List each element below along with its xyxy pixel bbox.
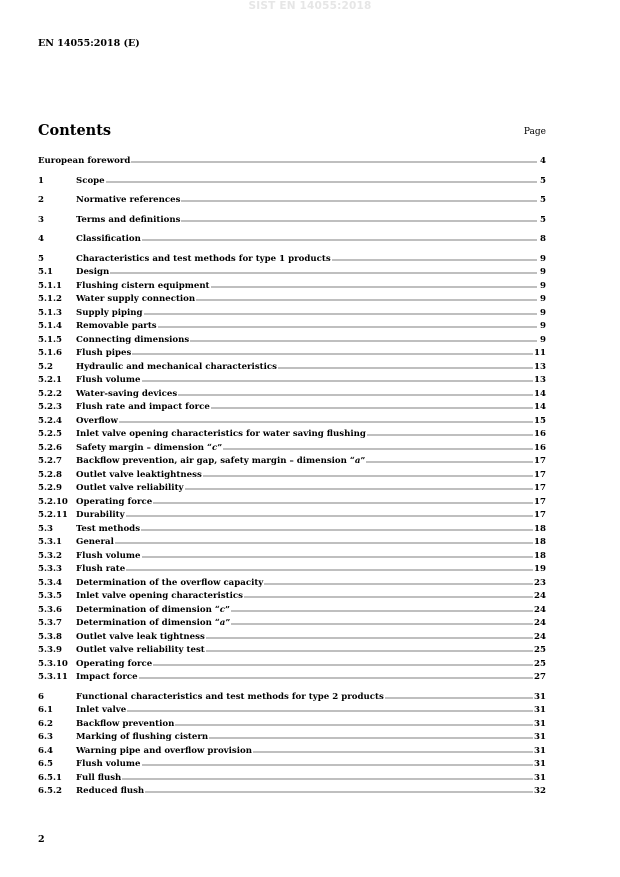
toc-dot-leader: [158, 321, 537, 328]
toc-entry-page: 9: [540, 267, 546, 277]
toc-entry-number: 5.3.1: [38, 537, 62, 547]
toc-dot-leader: [253, 746, 533, 753]
toc-entry[interactable]: [38, 233, 546, 247]
toc-entry-title: [76, 361, 277, 375]
toc-entry-page: 9: [540, 307, 546, 318]
toc-entry-title: [76, 758, 141, 772]
toc-entry[interactable]: [38, 731, 546, 745]
toc-entry-page: 23: [534, 577, 546, 588]
toc-entry-title: [76, 772, 121, 786]
toc-entry-number: 6.1: [38, 705, 53, 715]
toc-entry[interactable]: [38, 590, 546, 604]
toc-entry-title: [76, 496, 152, 510]
toc-entry-title: [76, 523, 140, 537]
toc-entry-number: 2: [38, 195, 44, 205]
toc-entry[interactable]: [38, 772, 546, 786]
toc-entry[interactable]: [38, 361, 546, 375]
toc-entry-number: 5.3.8: [38, 631, 62, 642]
toc-entry-title-text: Classification: [76, 234, 141, 244]
toc-entry-title-text: General: [76, 537, 114, 547]
toc-entry-title: [76, 658, 152, 672]
toc-entry[interactable]: [38, 644, 546, 658]
toc-entry[interactable]: [38, 401, 546, 415]
toc-entry-title: [76, 617, 230, 631]
toc-dot-leader: [142, 234, 537, 241]
toc-dot-leader: [145, 786, 533, 793]
toc-entry-page: 15: [534, 415, 546, 426]
toc-entry-title: [76, 550, 141, 564]
toc-dot-leader: [196, 294, 537, 301]
toc-entry-number: 5.3.11: [38, 672, 68, 682]
toc-entry-page: 27: [534, 672, 546, 682]
toc-dot-leader: [332, 254, 537, 261]
toc-entry-number: 5.2.9: [38, 483, 62, 493]
toc-entry-number: 6.3: [38, 732, 53, 742]
toc-entry-title-text: Full flush: [76, 772, 122, 783]
toc-dot-leader: [122, 773, 533, 780]
toc-entry-page: 31: [534, 732, 546, 742]
toc-entry-page: 9: [540, 294, 546, 304]
toc-entry-title: [76, 401, 210, 415]
toc-entry-title-text: Water-saving devices: [76, 388, 178, 399]
toc-entry-title: [76, 718, 174, 732]
toc-entry[interactable]: [38, 442, 546, 456]
toc-entry-number: 5.1.1: [38, 280, 62, 291]
toc-entry-number: 6.5.1: [38, 772, 62, 783]
toc-entry-title-text: Inlet valve opening characteristics: [76, 591, 243, 601]
document-id: EN 14055:2018 (E): [38, 38, 140, 49]
toc-entry-page: 5: [540, 195, 546, 205]
toc-entry-number: 5.2.3: [38, 402, 62, 412]
toc-entry-number: 5.2.5: [38, 429, 62, 439]
toc-entry[interactable]: [38, 155, 546, 169]
toc-entry-page: 9: [540, 334, 546, 345]
toc-entry-number: 5.2.4: [38, 415, 62, 426]
toc-entry-page: 17: [534, 456, 546, 466]
toc-entry-title-text: Marking of flushing cistern: [76, 732, 209, 742]
toc-entry-number: 5.3.7: [38, 618, 62, 628]
toc-entry-title-text: Normative references: [76, 195, 181, 205]
toc-entry-number: 5.1: [38, 267, 53, 277]
toc-entry-title-text: Durability: [76, 510, 125, 520]
toc-entry-page: 24: [534, 631, 546, 642]
toc-entry-page: 13: [534, 375, 546, 385]
toc-entry-title-text: Backflow prevention, air gap, safety margin – dimension “: [76, 456, 355, 466]
toc-dot-leader: [181, 215, 537, 222]
toc-entry-number: 5.3.10: [38, 658, 68, 669]
toc-entry-title-text: Inlet valve opening characteristics for water saving flushing: [76, 429, 366, 439]
toc-dot-leader: [209, 732, 533, 739]
toc-entry-title-text: Flush pipes: [76, 348, 132, 358]
toc-entry-dimension-symbol: c: [219, 604, 226, 615]
toc-dot-leader: [131, 156, 537, 163]
toc-entry-page: 16: [534, 429, 546, 439]
toc-entry[interactable]: [38, 563, 546, 577]
toc-entry-number: 3: [38, 214, 44, 225]
toc-entry[interactable]: [38, 334, 546, 348]
toc-entry-page: 25: [534, 658, 546, 669]
toc-entry-title: [76, 233, 141, 247]
toc-entry-title-suffix: ”: [217, 442, 223, 453]
toc-dot-leader: [178, 389, 533, 396]
toc-entry-page: 5: [540, 214, 546, 225]
toc-entry[interactable]: [38, 745, 546, 759]
toc-entry-title-text: Hydraulic and mechanical characteristics: [76, 361, 277, 372]
toc-entry-title-text: Safety margin – dimension “: [76, 442, 212, 453]
toc-entry-title-text: Test methods: [76, 523, 141, 534]
toc-entry-title: [76, 482, 184, 496]
toc-entry-number: 5.2.10: [38, 496, 68, 507]
toc-entry[interactable]: [38, 194, 546, 208]
toc-entry-number: 4: [38, 234, 44, 244]
toc-dot-leader: [126, 564, 533, 571]
toc-entry-title: [76, 509, 125, 523]
toc-entry[interactable]: [38, 671, 546, 685]
toc-dot-leader: [153, 497, 533, 504]
toc-entry-title-text: Reduced flush: [76, 786, 145, 796]
toc-dot-leader: [366, 456, 533, 463]
toc-dot-leader: [153, 659, 533, 666]
toc-entry[interactable]: [38, 631, 546, 645]
toc-entry-title-text: Design: [76, 267, 110, 277]
toc-entry-title: [76, 388, 177, 402]
toc-entry-title: [76, 745, 252, 759]
toc-entry-title: [76, 293, 195, 307]
toc-entry-title-text: Determination of dimension “: [76, 618, 220, 628]
toc-entry[interactable]: [38, 785, 546, 799]
toc-entry-title-text: Operating force: [76, 658, 153, 669]
toc-entry-page: 17: [534, 496, 546, 507]
toc-dot-leader: [203, 470, 533, 477]
toc-entry-number: 6.5: [38, 759, 53, 769]
toc-entry-page: 14: [534, 402, 546, 412]
toc-entry-title-text: Outlet valve reliability: [76, 483, 184, 493]
toc-dot-leader: [144, 308, 537, 315]
toc-entry-number: 5.3.6: [38, 604, 62, 615]
toc-entry-title: [76, 671, 138, 685]
toc-dot-leader: [142, 375, 534, 382]
toc-entry-page: 16: [534, 442, 546, 453]
toc-entry-number: 5.3.9: [38, 645, 62, 655]
watermark: SIST EN 14055:2018: [248, 0, 372, 12]
toc-entry-page: 18: [534, 550, 546, 561]
toc-entry-title: [76, 374, 141, 388]
toc-entry[interactable]: [38, 482, 546, 496]
toc-entry[interactable]: [38, 509, 546, 523]
toc-entry-number: 6.2: [38, 718, 53, 729]
toc-dot-leader: [181, 195, 537, 202]
toc-entry-number: 5.2: [38, 361, 53, 372]
toc-entry-title: [76, 631, 205, 645]
toc-entry-page: 18: [534, 523, 546, 534]
toc-entry-title: [76, 334, 189, 348]
toc-entry-number: 5.2.8: [38, 469, 62, 480]
toc-entry-title-text: Inlet valve: [76, 705, 127, 715]
toc-entry-number: 5.2.6: [38, 442, 62, 453]
toc-entry-number: 6: [38, 691, 44, 702]
toc-entry[interactable]: [38, 175, 546, 189]
toc-entry-dimension-symbol: a: [354, 456, 361, 466]
toc-dot-leader: [115, 537, 533, 544]
toc-entry-dimension-symbol: a: [219, 618, 226, 628]
toc-entry-title-text: Terms and definitions: [76, 214, 181, 225]
toc-dot-leader: [127, 705, 533, 712]
toc-entry-title: [76, 415, 118, 429]
toc-entry-title-text: Flushing cistern equipment: [76, 280, 210, 291]
toc-entry-title-text: Flush volume: [76, 759, 141, 769]
toc-entry-number: 5: [38, 253, 44, 264]
toc-dot-leader: [211, 281, 537, 288]
toc-entry-title: [76, 704, 126, 718]
toc-entry[interactable]: [38, 523, 546, 537]
toc-entry-number: 5.3.3: [38, 564, 62, 574]
toc-entry-title: [76, 536, 114, 550]
toc-dot-leader: [206, 632, 533, 639]
toc-entry-page: 31: [534, 759, 546, 769]
toc-entry-number: 5.1.2: [38, 294, 62, 304]
toc-entry-page: 4: [540, 156, 546, 166]
toc-entry-title-text: Water supply connection: [76, 294, 196, 304]
toc-entry-title-text: Flush volume: [76, 550, 141, 561]
toc-entry-page: 11: [534, 348, 546, 358]
toc-entry-title: [76, 731, 208, 745]
toc-dot-leader: [175, 719, 533, 726]
toc-entry-number: 5.3.4: [38, 577, 62, 588]
toc-entry-title: [76, 563, 125, 577]
toc-entry-number: 5.2.7: [38, 456, 62, 466]
toc-entry[interactable]: [38, 658, 546, 672]
toc-entry-title: [76, 194, 180, 208]
toc-entry-number: 5.3.5: [38, 591, 62, 601]
toc-entry[interactable]: [38, 347, 546, 361]
toc-entry-title-text: Functional characteristics and test methods for type 2 products: [76, 691, 384, 702]
toc-entry[interactable]: [38, 718, 546, 732]
toc-entry-title: [76, 469, 202, 483]
toc-entry-title-text: Removable parts: [76, 321, 157, 331]
toc-dot-leader: [139, 672, 533, 679]
toc-entry[interactable]: [38, 758, 546, 772]
toc-entry-page: 17: [534, 510, 546, 520]
contents-heading: Contents: [38, 122, 112, 139]
toc-dot-leader: [142, 551, 534, 558]
toc-entry-title-suffix: ”: [360, 456, 366, 466]
toc-entry-number: 5.2.2: [38, 388, 62, 399]
toc-entry-title-text: Flush rate: [76, 564, 126, 574]
toc-entry-page: 31: [534, 772, 546, 783]
toc-entry[interactable]: [38, 617, 546, 631]
toc-entry-title-text: Characteristics and test methods for type 1 products: [76, 253, 331, 264]
toc-entry-title-text: Outlet valve reliability test: [76, 645, 205, 655]
toc-dot-leader: [211, 402, 533, 409]
toc-entry[interactable]: [38, 455, 546, 469]
toc-entry-title: [76, 320, 157, 334]
toc-entry-page: 24: [534, 591, 546, 601]
toc-entry[interactable]: [38, 691, 546, 705]
toc-entry-page: 9: [540, 280, 546, 291]
toc-dot-leader: [141, 524, 533, 531]
toc-entry-page: 18: [534, 537, 546, 547]
toc-entry-title: [76, 347, 131, 361]
toc-entry-page: 25: [534, 645, 546, 655]
toc-entry-title-text: Overflow: [76, 415, 118, 426]
toc-entry[interactable]: [38, 704, 546, 718]
table-of-contents: [38, 155, 546, 799]
toc-entry[interactable]: [38, 536, 546, 550]
toc-entry-title-text: Flush rate and impact force: [76, 402, 210, 412]
toc-dot-leader: [185, 483, 533, 490]
toc-entry[interactable]: [38, 320, 546, 334]
toc-entry-title-text: Scope: [76, 175, 105, 186]
toc-entry-title-text: Backflow prevention: [76, 718, 175, 729]
toc-entry-number: 6.5.2: [38, 786, 62, 796]
toc-dot-leader: [206, 645, 533, 652]
toc-entry-title: [76, 280, 210, 294]
toc-entry[interactable]: [38, 469, 546, 483]
toc-dot-leader: [110, 267, 537, 274]
toc-entry-title: [76, 785, 144, 799]
toc-entry[interactable]: [38, 253, 546, 267]
toc-dot-leader: [367, 429, 533, 436]
toc-entry-page: 14: [534, 388, 546, 399]
toc-dot-leader: [264, 578, 533, 585]
toc-dot-leader: [119, 416, 533, 423]
toc-entry[interactable]: [38, 550, 546, 564]
toc-entry-title: [76, 307, 143, 321]
toc-entry-title-text: Outlet valve leaktightness: [76, 469, 202, 480]
toc-entry-title: [76, 428, 366, 442]
toc-entry-page: 19: [534, 564, 546, 574]
toc-dot-leader: [278, 362, 533, 369]
toc-entry[interactable]: [38, 415, 546, 429]
toc-entry-title-suffix: ”: [225, 618, 231, 628]
toc-entry[interactable]: [38, 293, 546, 307]
toc-entry-page: 9: [540, 321, 546, 331]
toc-entry-page: 31: [534, 718, 546, 729]
toc-entry-page: 31: [534, 691, 546, 702]
toc-entry-number: 5.2.11: [38, 510, 68, 520]
toc-entry-page: 9: [540, 253, 546, 264]
toc-entry[interactable]: [38, 266, 546, 280]
toc-entry-number: 5.2.1: [38, 375, 62, 385]
toc-entry[interactable]: [38, 307, 546, 321]
toc-entry-page: 13: [534, 361, 546, 372]
toc-entry[interactable]: [38, 374, 546, 388]
toc-dot-leader: [132, 348, 533, 355]
toc-entry-page: 31: [534, 745, 546, 756]
toc-dot-leader: [126, 510, 533, 517]
toc-entry-page: 8: [540, 234, 546, 244]
toc-entry-number: 1: [38, 175, 44, 186]
toc-entry-page: 5: [540, 175, 546, 186]
toc-entry-title: [76, 253, 331, 267]
toc-entry[interactable]: [38, 388, 546, 402]
toc-entry-title-text: Warning pipe and overflow provision: [76, 745, 253, 756]
toc-entry-title: [76, 604, 230, 618]
toc-entry-number: 5.1.6: [38, 348, 62, 358]
toc-dot-leader: [190, 335, 537, 342]
toc-entry[interactable]: [38, 214, 546, 228]
toc-entry-title-text: Flush volume: [76, 375, 141, 385]
toc-dot-leader: [142, 759, 534, 766]
toc-entry-title-suffix: ”: [225, 604, 230, 615]
toc-entry[interactable]: [38, 604, 546, 618]
page-column-label: Page: [523, 127, 546, 137]
toc-entry-page: 17: [534, 469, 546, 480]
toc-entry-page: 24: [534, 618, 546, 628]
toc-entry-title-text: Determination of dimension “: [76, 604, 220, 615]
toc-entry-page: 17: [534, 483, 546, 493]
toc-entry-title: [76, 266, 109, 280]
page-number: 2: [38, 834, 45, 845]
toc-entry-number: 5.1.5: [38, 334, 62, 345]
toc-entry-title: [76, 455, 365, 469]
toc-entry-title: [76, 691, 384, 705]
toc-dot-leader: [231, 605, 533, 612]
toc-entry-number: 5.1.4: [38, 321, 62, 331]
toc-entry-number: European foreword: [38, 156, 131, 166]
toc-dot-leader: [231, 618, 533, 625]
toc-entry-title-text: Operating force: [76, 496, 153, 507]
toc-dot-leader: [244, 591, 533, 598]
toc-dot-leader: [106, 176, 537, 183]
toc-entry-dimension-symbol: c: [212, 442, 218, 453]
toc-entry-title: [76, 175, 105, 189]
toc-entry-title: [76, 214, 180, 228]
toc-entry-title: [76, 644, 205, 658]
toc-entry-page: 32: [534, 786, 546, 796]
toc-entry-page: 24: [534, 604, 546, 615]
toc-entry-title: [76, 590, 243, 604]
toc-entry-title: [76, 442, 222, 456]
toc-entry-title-text: Impact force: [76, 672, 138, 682]
toc-entry[interactable]: [38, 280, 546, 294]
toc-entry[interactable]: [38, 428, 546, 442]
toc-entry-title-text: Supply piping: [76, 307, 143, 318]
toc-entry-title-text: Outlet valve leak tightness: [76, 631, 205, 642]
toc-dot-leader: [223, 443, 533, 450]
toc-entry-number: 6.4: [38, 745, 53, 756]
toc-entry-title: [76, 577, 263, 591]
toc-entry[interactable]: [38, 577, 546, 591]
toc-entry-page: 31: [534, 705, 546, 715]
toc-entry[interactable]: [38, 496, 546, 510]
toc-entry-title-text: Determination of the overflow capacity: [76, 577, 264, 588]
toc-entry-number: 5.1.3: [38, 307, 62, 318]
toc-dot-leader: [385, 692, 533, 699]
toc-entry-number: 5.3: [38, 523, 53, 534]
toc-entry-title-text: Connecting dimensions: [76, 334, 190, 345]
toc-entry-number: 5.3.2: [38, 550, 62, 561]
